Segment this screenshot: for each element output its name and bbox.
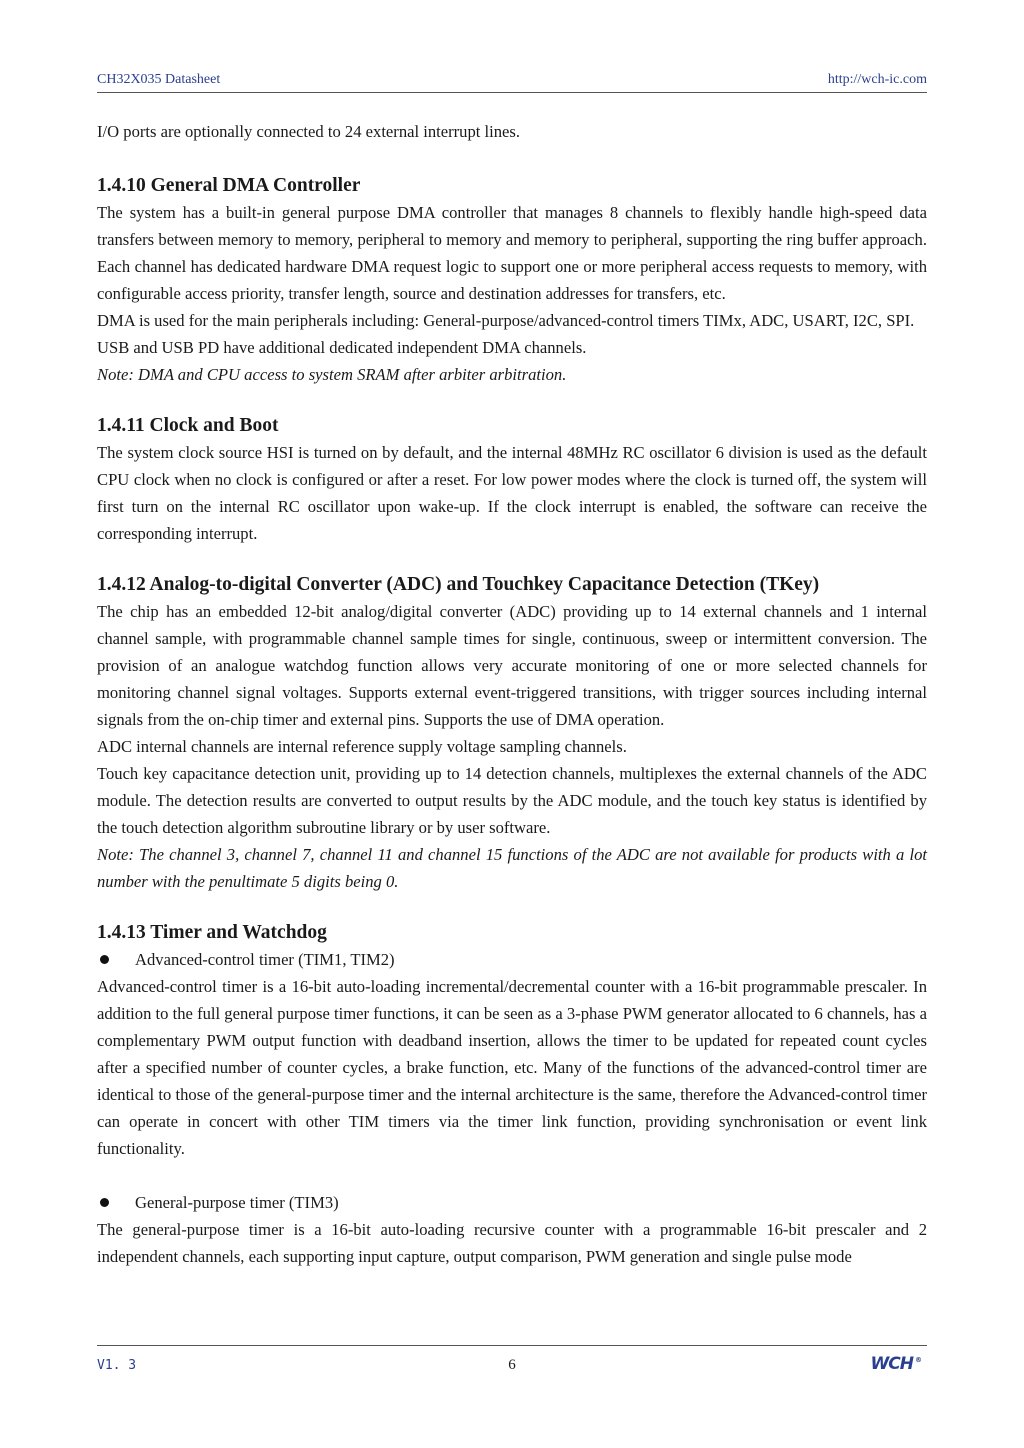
section-title-dma: 1.4.10 General DMA Controller — [97, 175, 361, 196]
dma-paragraph-1: The system has a built-in general purpose DMA controller that manages 8 channels to flexibly handle high-speed data transfers between memory to memory, peripheral to memory and memory to peripheral, supporting the ring buffer approach. Each channel has dedicated hardware DMA request logic to support one or more peripheral access requests to memory, with configurable access priority, transfer length, source and destination addresses for transfers, etc. — [97, 203, 927, 303]
timer-paragraph-1: Advanced-control timer is a 16-bit auto-loading incremental/decremental counter with a 16-bit programmable prescaler. In addition to the full general purpose timer functions, it can be seen as a 3-phase PWM generator allocated to 6 channels, has a complementary PWM output function with deadband insertion, allows the timer to be updated for repeated count cycles after a specified number of counter cycles, a brake function, etc. Many of the functions of the advanced-control timer are identical to those of the general-purpose timer and the internal architecture is the same, therefore the Advanced-control timer can operate in concert with other TIM timers via the timer link function, providing synchronisation or event link functionality. — [97, 977, 927, 1158]
logo-text: WCH — [870, 1354, 913, 1374]
section-title-clock: 1.4.11 Clock and Boot — [97, 415, 279, 436]
page-content — [97, 118, 927, 1270]
spacer — [97, 1162, 927, 1189]
bullet-advanced-timer — [97, 946, 927, 973]
timer-paragraph-2: The general-purpose timer is a 16-bit auto-loading recursive counter with a programmable 16-bit prescaler and 2 independent channels, each supporting input capture, output comparison, PWM generation and single pulse mode — [97, 1220, 927, 1266]
page-footer — [97, 1345, 927, 1386]
bullet-general-timer — [97, 1189, 927, 1216]
clock-paragraph: The system clock source HSI is turned on by default, and the internal 48MHz RC oscillator 6 division is used as the default CPU clock when no clock is configured or after a reset. For low power modes where the clock is turned off, the system will first turn on the internal RC oscillator upon wake-up. If the clock interrupt is enabled, the software can receive the corresponding interrupt. — [97, 443, 927, 543]
website-url: http://wch-ic.com — [827, 72, 927, 87]
bullet-label: General-purpose timer (TIM3) — [135, 1193, 339, 1212]
section-title-adc: 1.4.12 Analog-to-digital Converter (ADC) and Touchkey Capacitance Detection (TKey) — [97, 574, 820, 595]
document-title: CH32X035 Datasheet — [97, 72, 221, 87]
bullet-label: Advanced-control timer (TIM1, TIM2) — [135, 950, 395, 969]
adc-paragraph-2: ADC internal channels are internal reference supply voltage sampling channels. — [97, 737, 627, 756]
adc-note: Note: The channel 3, channel 7, channel 11 and channel 15 functions of the ADC are not available for products with a lot number with the penultimate 5 digits being 0. — [97, 845, 927, 891]
dma-note: Note: DMA and CPU access to system SRAM after arbiter arbitration. — [97, 365, 567, 384]
dma-paragraph-3: USB and USB PD have additional dedicated independent DMA channels. — [97, 338, 587, 357]
adc-paragraph-1: The chip has an embedded 12-bit analog/digital converter (ADC) providing up to 14 external channels and 1 internal channel sample, with programmable channel sample times for single, continuous, sweep or intermittent conversion. The provision of an analogue watchdog function allows very accurate monitoring of one or more selected channels for monitoring channel signal voltages. Supports external event-triggered transitions, with trigger sources including internal signals from the on-chip timer and external pins. Supports the use of DMA operation. — [97, 602, 927, 729]
bullet-dot-icon — [100, 1198, 109, 1207]
version-label: V1. 3 — [97, 1358, 137, 1373]
page-header — [97, 72, 927, 93]
wch-logo-icon: WCH ® — [870, 1354, 921, 1374]
section-title-timer: 1.4.13 Timer and Watchdog — [97, 922, 327, 943]
intro-paragraph: I/O ports are optionally connected to 24 external interrupt lines. — [97, 122, 521, 141]
page-number: 6 — [508, 1357, 516, 1373]
adc-paragraph-3: Touch key capacitance detection unit, providing up to 14 detection channels, multiplexes the external channels of the ADC module. The detection results are converted to output results by the ADC module, and the touch key status is identified by the touch detection algorithm subroutine library or by user software. — [97, 764, 927, 837]
bullet-dot-icon — [100, 955, 109, 964]
dma-paragraph-2: DMA is used for the main peripherals including: General-purpose/advanced-control timers TIMx, ADC, USART, I2C, SPI. — [97, 311, 915, 330]
